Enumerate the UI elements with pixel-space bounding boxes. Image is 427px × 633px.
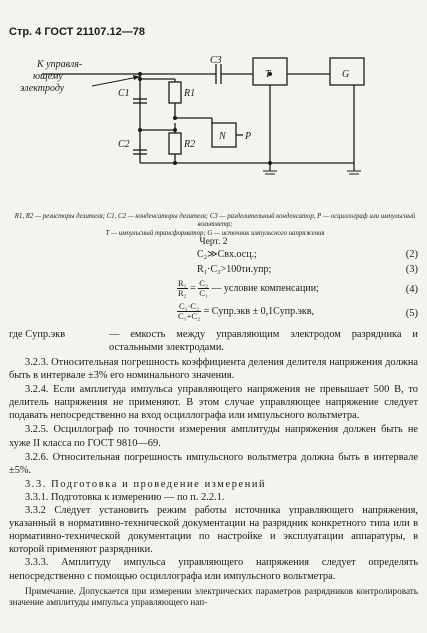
paragraph-3-2-4: 3.2.4. Если амплитуда импульса управляющего напряжения не превышает 500 В, то делитель напряжения не применяют. В этом случае управляющее напряжение следует подавать непосредственно на вход осциллографа или импульсного вольтметра. [9, 384, 418, 422]
label-t: T [265, 69, 271, 80]
input-label-line1: К управля- [37, 59, 83, 70]
fraction-c2-c1: $\frac{\text{C₂}}{\text{C₁}}$ [199, 278, 208, 298]
paragraph-3-3-2: 3.3.2 Следует установить режим работы источника управляющего напряжения, указанный в нормативно-технической документации на разрядник конкретного типа или в нормативно-технической документации по настройке и эксплуатации аппаратуры, в которой применяют разрядники. [9, 505, 418, 556]
where-definition [9, 328, 418, 354]
paragraph-3-2-3: 3.2.3. Относительная погрешность коэффициента деления делителя напряжения должна быть в интервале ±3% его номинального значения. [9, 357, 418, 382]
formula-4-number: (4) [405, 284, 418, 295]
fraction-series-capacitance: $\frac{\text{C₁·C₂}}{\text{C₁+C₂}}$ [178, 301, 201, 321]
page-header: Стр. 4 ГОСТ 21107.12—78 [9, 26, 145, 38]
circuit-diagram [0, 45, 427, 210]
input-label-line3: электроду [20, 83, 65, 94]
paragraph-3-3-1: 3.3.1. Подготовка к измерению — по п. 2.2.1. [25, 491, 225, 503]
formula-2: C₂≫Cвх.осц.; [197, 249, 257, 260]
fraction-r1-r2: $\frac{\text{R₁}}{\text{R₂}}$ [178, 278, 187, 298]
caption-line1: R1, R2 — резисторы делителя; С1, С2 — конденсаторы делителя; С3 — разделительный конденсатор, Р — осциллограф или импульсный вольтметр; [14, 213, 416, 229]
label-g: G [342, 69, 350, 80]
formula-4: $\frac{\text{R₁}}{\text{R₂}}$ = $\frac{\text{C₂}}{\text{C₁}}$ — условие компенсации; [178, 278, 319, 298]
where-text: — емкость между управляющим электродом разрядника и остальными электродами. [109, 329, 418, 353]
label-p: Р [245, 131, 252, 142]
label-c1: С1 [118, 88, 130, 99]
section-heading-3-3: 3.3. Подготовка и проведение измерений [25, 478, 267, 490]
caption-line2: Т — импульсный трансформатор; G — источник импульсного напряжения [105, 229, 325, 237]
body-text [9, 356, 418, 608]
label-c3: С3 [210, 55, 222, 66]
formula-3: R₁·C₃>100τи.упр; [197, 264, 272, 275]
label-r1: R1 [184, 88, 196, 99]
figure-caption [6, 213, 424, 238]
where-label: где Cупр.экв [9, 329, 66, 340]
paragraph-3-2-6: 3.2.6. Относительная погрешность импульсного вольтметра должна быть в интервале ±5%. [9, 451, 418, 476]
formula-3-number: (3) [405, 264, 418, 275]
input-label-line2: ющему [33, 71, 63, 82]
label-r2: R2 [184, 139, 196, 150]
note-paragraph: Примечание. Допускается при измерении электрических параметров разрядников контролировать значение амплитуды импульса управляющего нап- [9, 585, 418, 607]
formula-5-number: (5) [405, 308, 418, 319]
formula-2-number: (2) [405, 249, 418, 260]
label-n: N [219, 131, 226, 142]
paragraph-3-2-5: 3.2.5. Осциллограф по точности измерения амплитуды напряжения должен быть не хуже II класса по ГОСТ 9810—69. [9, 424, 418, 449]
figure-label: Черт. 2 [199, 236, 228, 247]
formula-5: $\frac{\text{C₁·C₂}}{\text{C₁+C₂}}$ = Cупр.экв ± 0,1Cупр.экв, [178, 301, 314, 321]
paragraph-3-3-3: 3.3.3. Амплитуду импульса управляющего напряжения следует определять непосредственно с помощью осциллографа или импульсного вольтметра. [9, 557, 418, 582]
label-c2: С2 [118, 139, 130, 150]
